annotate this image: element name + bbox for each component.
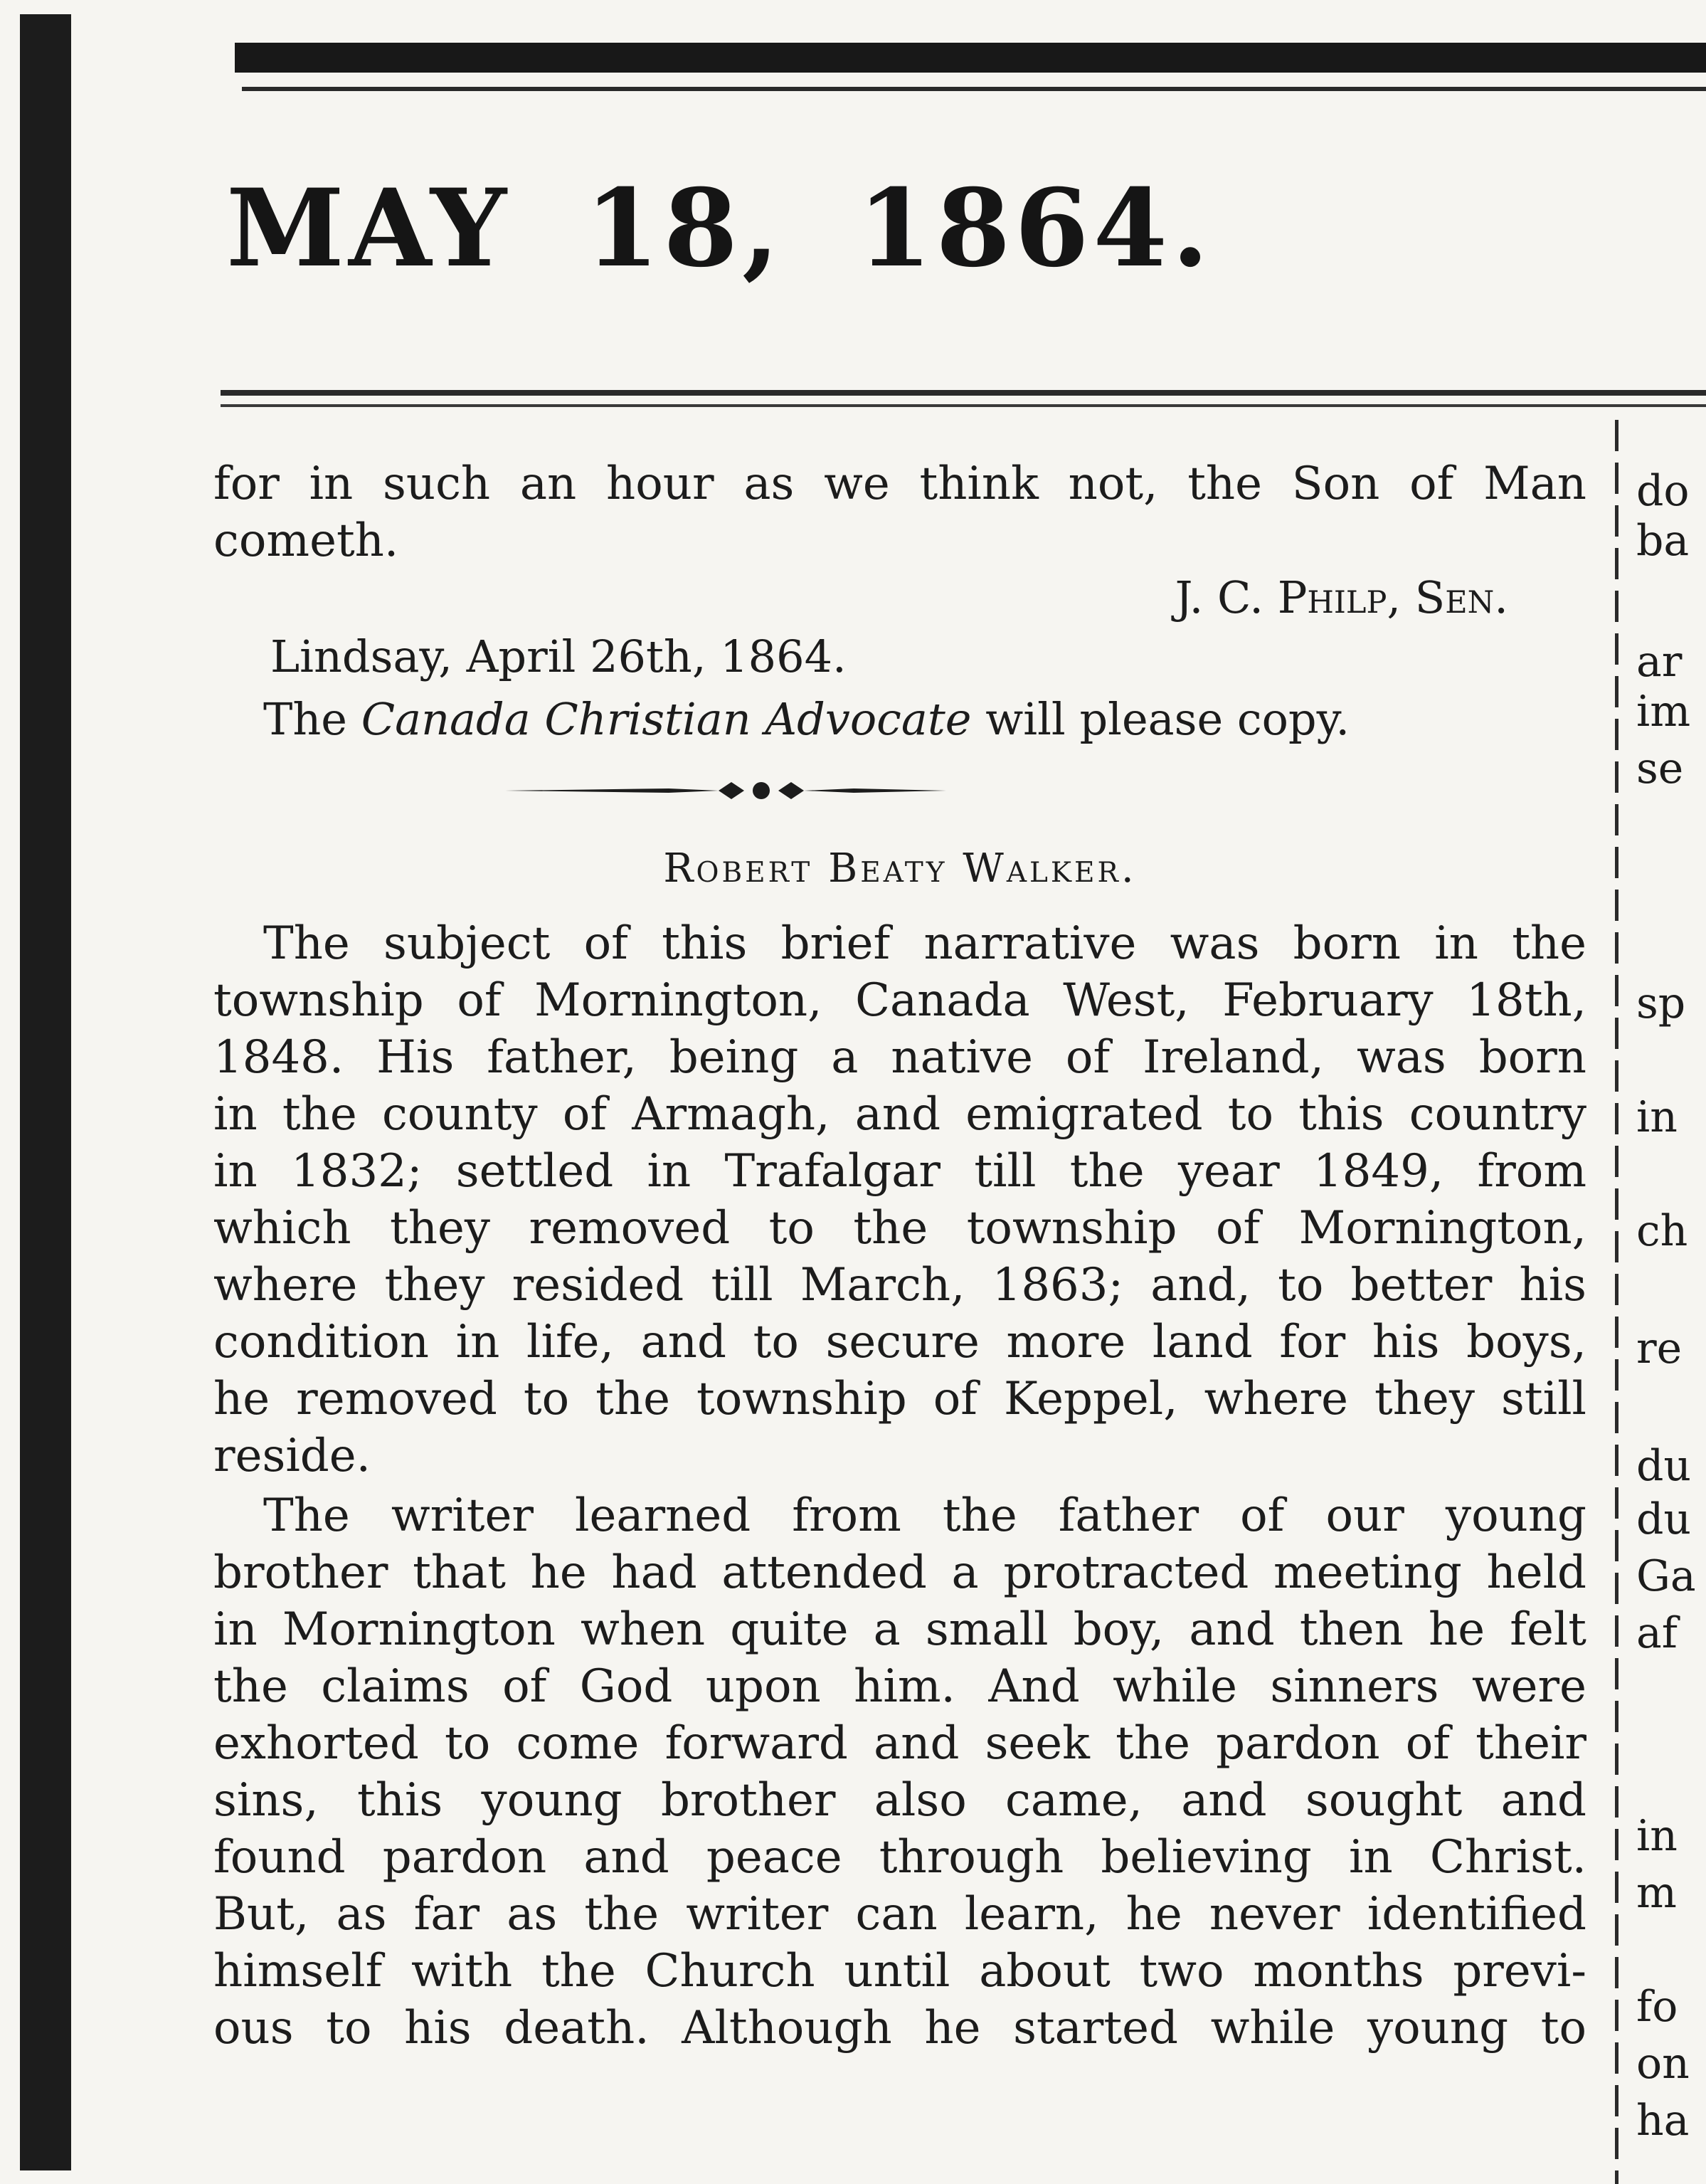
- text-line: himself with the Church until about two months previ-: [213, 1945, 1586, 1998]
- copy-note-suffix: will please copy.: [985, 693, 1350, 745]
- copy-request-note: [213, 687, 1586, 751]
- fragment-text: sp: [1636, 978, 1686, 1028]
- text-line: in the county of Armagh, and emigrated to this country: [213, 1088, 1586, 1141]
- text-line: found pardon and peace through believing in Christ.: [213, 1831, 1586, 1884]
- text-line: reside.: [213, 1430, 371, 1482]
- header-rule-upper: [221, 390, 1706, 396]
- newspaper-name: Canada Christian Advocate: [361, 693, 972, 745]
- text-line: condition in life, and to secure more land for his boys,: [213, 1316, 1586, 1368]
- fragment-text: du: [1636, 1494, 1692, 1544]
- ornament-dash-icon: [505, 776, 946, 805]
- text-line: 1848. His father, being a native of Ireland, was born: [213, 1031, 1586, 1084]
- copy-note-prefix: The: [263, 693, 347, 745]
- fragment-text: on: [1636, 2039, 1690, 2089]
- fragment-text: do: [1636, 466, 1690, 516]
- article-title: Robert Beaty Walker.: [663, 845, 1137, 892]
- section-divider-ornament: [213, 751, 1586, 830]
- fragment-text: ba: [1636, 516, 1690, 566]
- text-line: exhorted to come forward and seek the pardon of their: [213, 1717, 1586, 1770]
- fragment-text: m: [1636, 1868, 1677, 1918]
- header-rule-lower: [221, 404, 1706, 407]
- text-line: The writer learned from the father of our young: [263, 1489, 1586, 1542]
- continuation-text: [213, 455, 1586, 569]
- column-divider: [1615, 420, 1618, 2184]
- dateline: Lindsay, April 26th, 1864.: [270, 631, 847, 682]
- left-margin-border: [20, 14, 71, 2170]
- text-line: The subject of this brief narrative was born in the: [263, 917, 1586, 970]
- text-line: in Mornington when quite a small boy, and then he felt: [213, 1603, 1586, 1656]
- fragment-text: af: [1636, 1608, 1678, 1658]
- fragment-text: re: [1636, 1324, 1683, 1373]
- text-line: township of Mornington, Canada West, February 18th,: [213, 974, 1586, 1027]
- text-line: brother that he had attended a protracted meeting held: [213, 1546, 1586, 1599]
- text-line: But, as far as the writer can learn, he never identified: [213, 1888, 1586, 1941]
- text-line: which they removed to the township of Mornington,: [213, 1202, 1586, 1255]
- text-line: the claims of God upon him. And while sinners were: [213, 1660, 1586, 1713]
- text-line: for in such an hour as we think not, the Son of Man: [213, 458, 1586, 510]
- text-line: sins, this young brother also came, and sought and: [213, 1774, 1586, 1827]
- fragment-text: Ga: [1636, 1551, 1696, 1601]
- fragment-text: ch: [1636, 1206, 1688, 1256]
- text-line: he removed to the township of Keppel, where they still: [213, 1373, 1586, 1425]
- main-column: [213, 455, 1586, 2057]
- text-line: in 1832; settled in Trafalgar till the year 1849, from: [213, 1145, 1586, 1198]
- text-line: cometh.: [213, 515, 399, 567]
- fragment-text: ar: [1636, 637, 1683, 687]
- author-signature: J. C. Philp, Sen.: [1175, 571, 1508, 623]
- top-rule-thick: [235, 43, 1706, 73]
- text-line: where they resided till March, 1863; and, to better his: [213, 1259, 1586, 1312]
- fragment-text: in: [1636, 1811, 1678, 1861]
- top-rule-thin: [242, 87, 1706, 91]
- issue-date-header: MAY 18, 1864.: [226, 166, 1214, 291]
- text-line: ous to his death. Although he started while young to: [213, 2002, 1586, 2054]
- article-paragraph-2: [213, 1487, 1586, 2057]
- fragment-text: du: [1636, 1441, 1692, 1491]
- fragment-text: im: [1636, 687, 1691, 737]
- fragment-text: fo: [1636, 1982, 1678, 2032]
- article-paragraph-1: [213, 915, 1586, 1484]
- fragment-text: se: [1636, 744, 1684, 793]
- fragment-text: in: [1636, 1092, 1678, 1142]
- fragment-text: ha: [1636, 2096, 1690, 2146]
